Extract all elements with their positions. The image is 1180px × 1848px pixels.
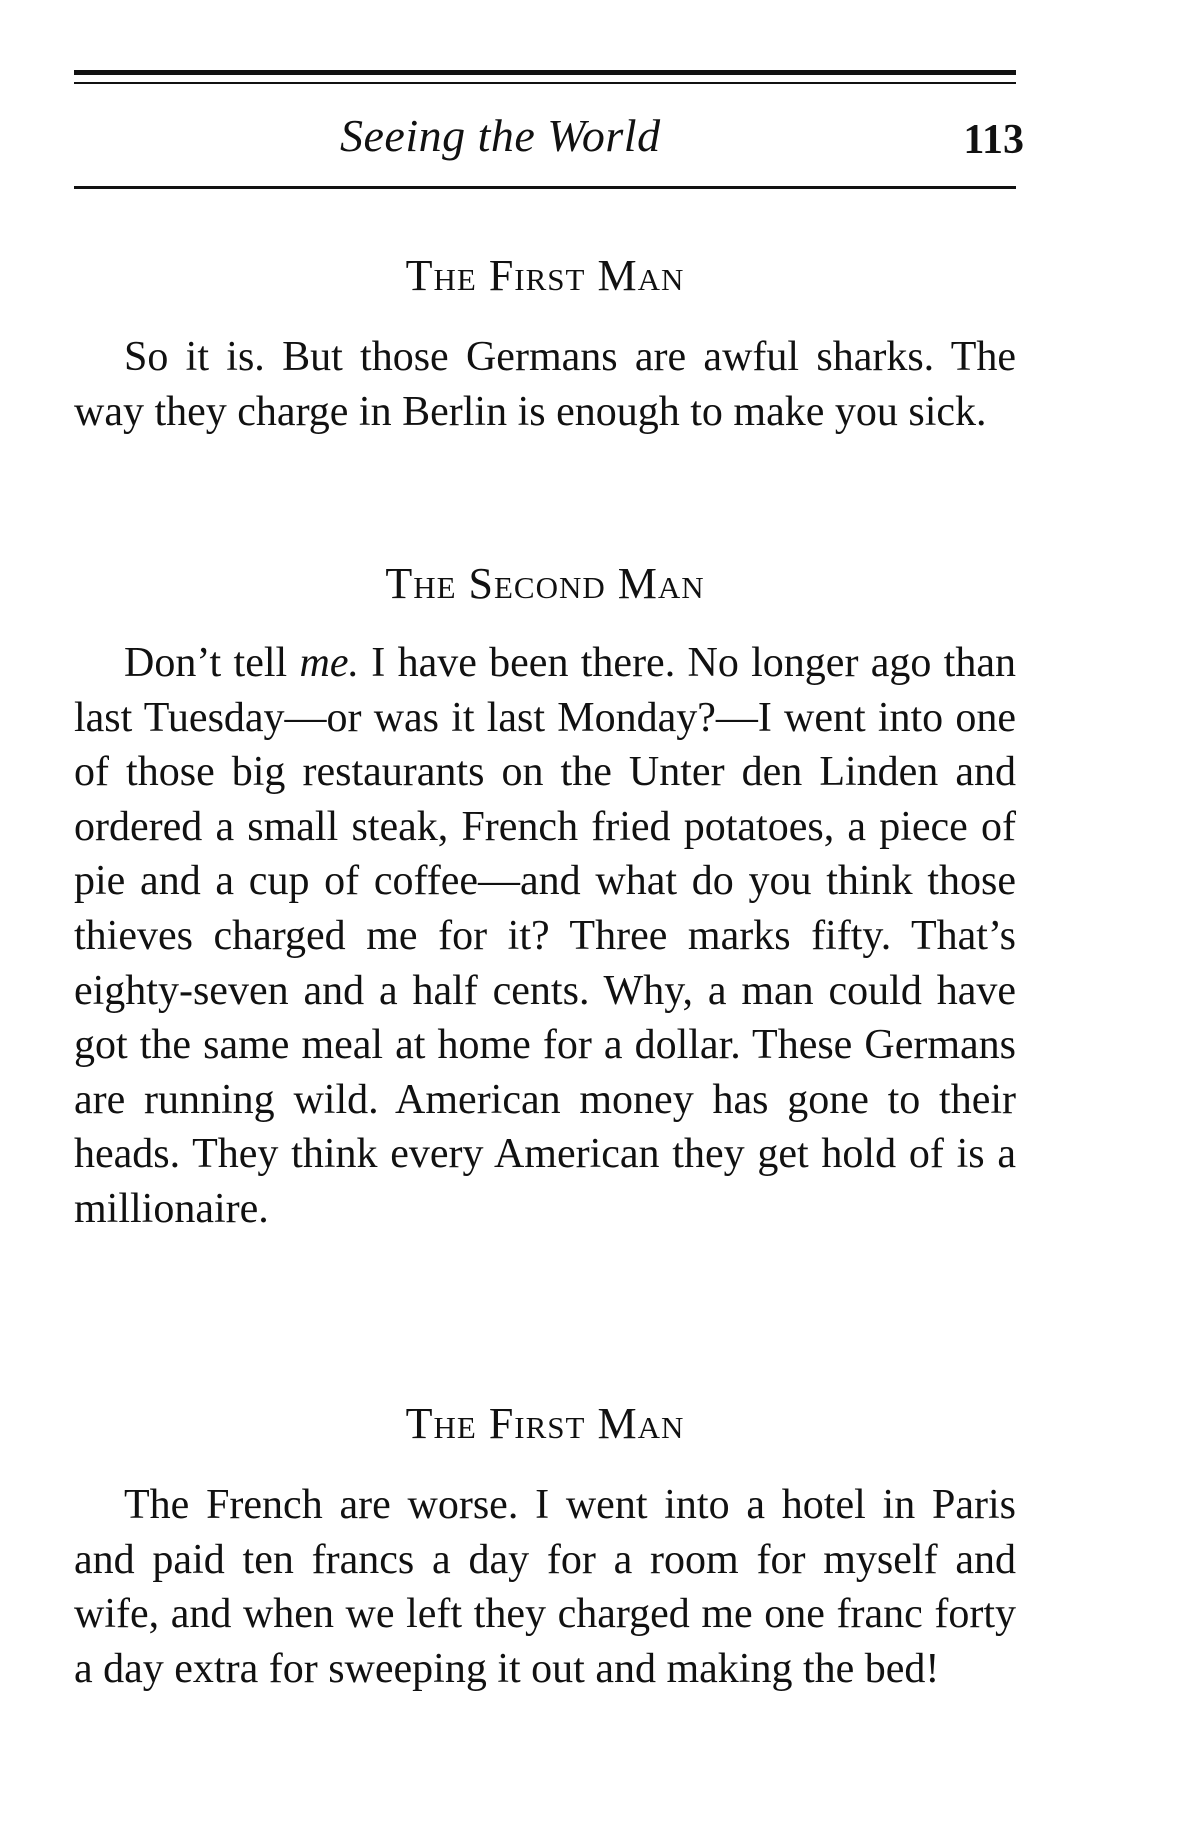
header-rule-thin [74,82,1016,84]
speaker-heading: The First Man [405,1399,685,1448]
speech-emphasis: me. [299,640,359,686]
speech-text: Don’t tell [124,640,300,686]
header-underline-rule [74,186,1016,189]
speech-paragraph: The French are worse. I went into a hotel in Paris and paid ten francs a day for a room for myself and wife, and when we left they charged me one franc forty a day extra for sweeping it out and making the bed! [74,1482,1016,1692]
page-number: 113 [963,117,1024,163]
speaker-heading: The First Man [405,251,685,300]
speech-paragraph: So it is. But those Germans are awful sharks. The way they charge in Berlin is enough to make you sick. [74,334,1016,435]
header-rule-thick [74,70,1016,75]
speech-text: I have been there. No longer ago than last Tuesday—or was it last Monday?—I went into one of those big restaurants on the Unter den Linden and ordered a small steak, French fried potatoes, a piece of pie and a cup of coffee—and what do you think those thieves charged me for it? Three marks fifty. That’s eighty-seven and a half cents. Why, a man could have got the same meal at home for a dollar. These Germans are running wild. American money has gone to their heads. They think every American they get hold of is a millionaire. [74,640,1016,1232]
speech-paragraph [74,636,1016,1237]
running-title: Seeing the World [340,110,661,161]
speaker-heading: The Second Man [385,559,705,608]
